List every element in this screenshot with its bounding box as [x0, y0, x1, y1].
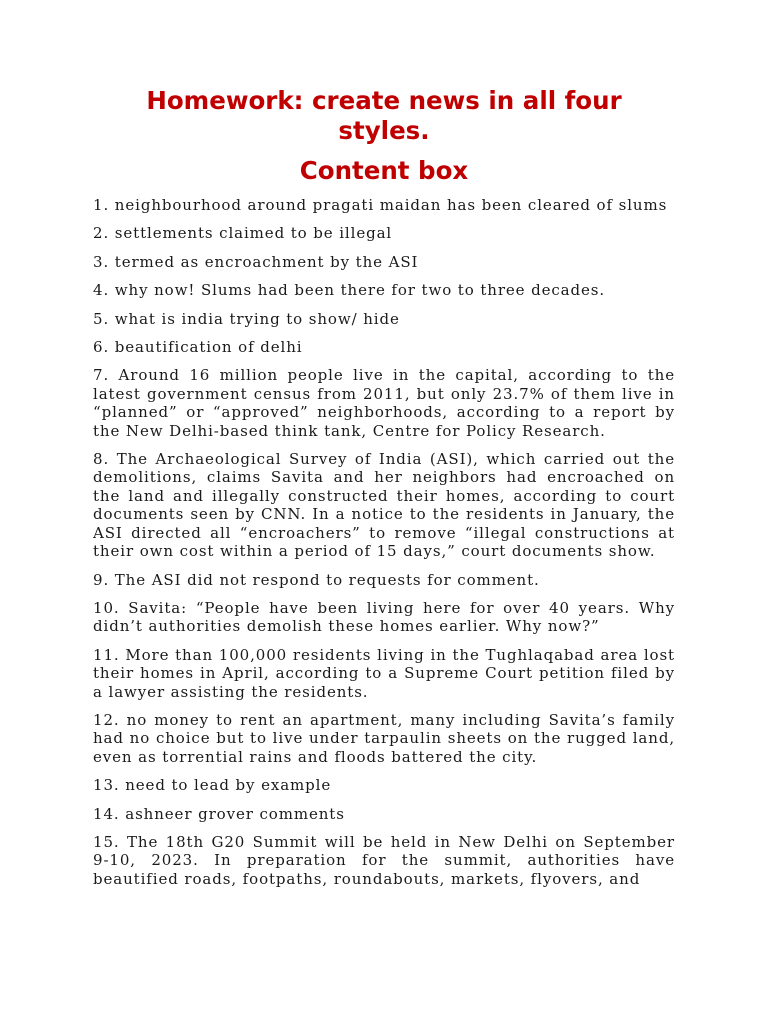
list-item-3: 3. termed as encroachment by the ASI [93, 252, 419, 271]
list-item-1: 1. neighbourhood around pragati maidan has been cleared of slums [93, 196, 668, 214]
document-subtitle: Content box [299, 156, 469, 185]
list-item-5: 5. what is india trying to show/ hide [93, 309, 400, 328]
list-item-11: 11. More than 100,000 residents living in the Tughlaqabad area lost their homes in April, according to a Supreme Court petition filed by a lawyer assisting the residents. [93, 645, 675, 701]
list-item-7: 7. Around 16 million people live in the capital, according to the latest government census from 2011, but only 23.7% of them live in “planned” or “approved” neighborhoods, according to a report by the New Delhi-based think tank, Centre for Policy Research. [93, 366, 675, 440]
list-item-15: 15. The 18th G20 Summit will be held in New Delhi on September 9-10, 2023. In preparation for the summit, authorities have beautified roads, footpaths, roundabouts, markets, flyovers, and [93, 832, 675, 888]
list-item-2: 2. settlements claimed to be illegal [93, 224, 393, 243]
list-item-9: 9. The ASI did not respond to requests for comment. [93, 570, 540, 589]
list-item-13: 13. need to lead by example [93, 776, 332, 795]
document-content [93, 86, 675, 898]
content-list [93, 196, 675, 888]
list-item-10: 10. Savita: “People have been living here for over 40 years. Why didn’t authorities demolish these homes earlier. Why now?” [93, 598, 675, 636]
list-item-12: 12. no money to rent an apartment, many including Savita’s family had no choice but to live under tarpaulin sheets on the rugged land, even as torrential rains and floods battered the city. [93, 710, 675, 766]
list-item-8: 8. The Archaeological Survey of India (ASI), which carried out the demolitions, claims Savita and her neighbors had encroached on the land and illegally constructed their homes, according to court documents seen by CNN. In a notice to the residents in January, the ASI directed all “encroachers” to remove “illegal constructions at their own cost within a period of 15 days,” court documents show. [93, 450, 675, 561]
document-title: Homework: create news in all four styles. [146, 86, 622, 145]
list-item-4: 4. why now! Slums had been there for two to three decades. [93, 281, 606, 300]
list-item-6: 6. beautification of delhi [93, 338, 303, 357]
list-item-14: 14. ashneer grover comments [93, 804, 345, 823]
